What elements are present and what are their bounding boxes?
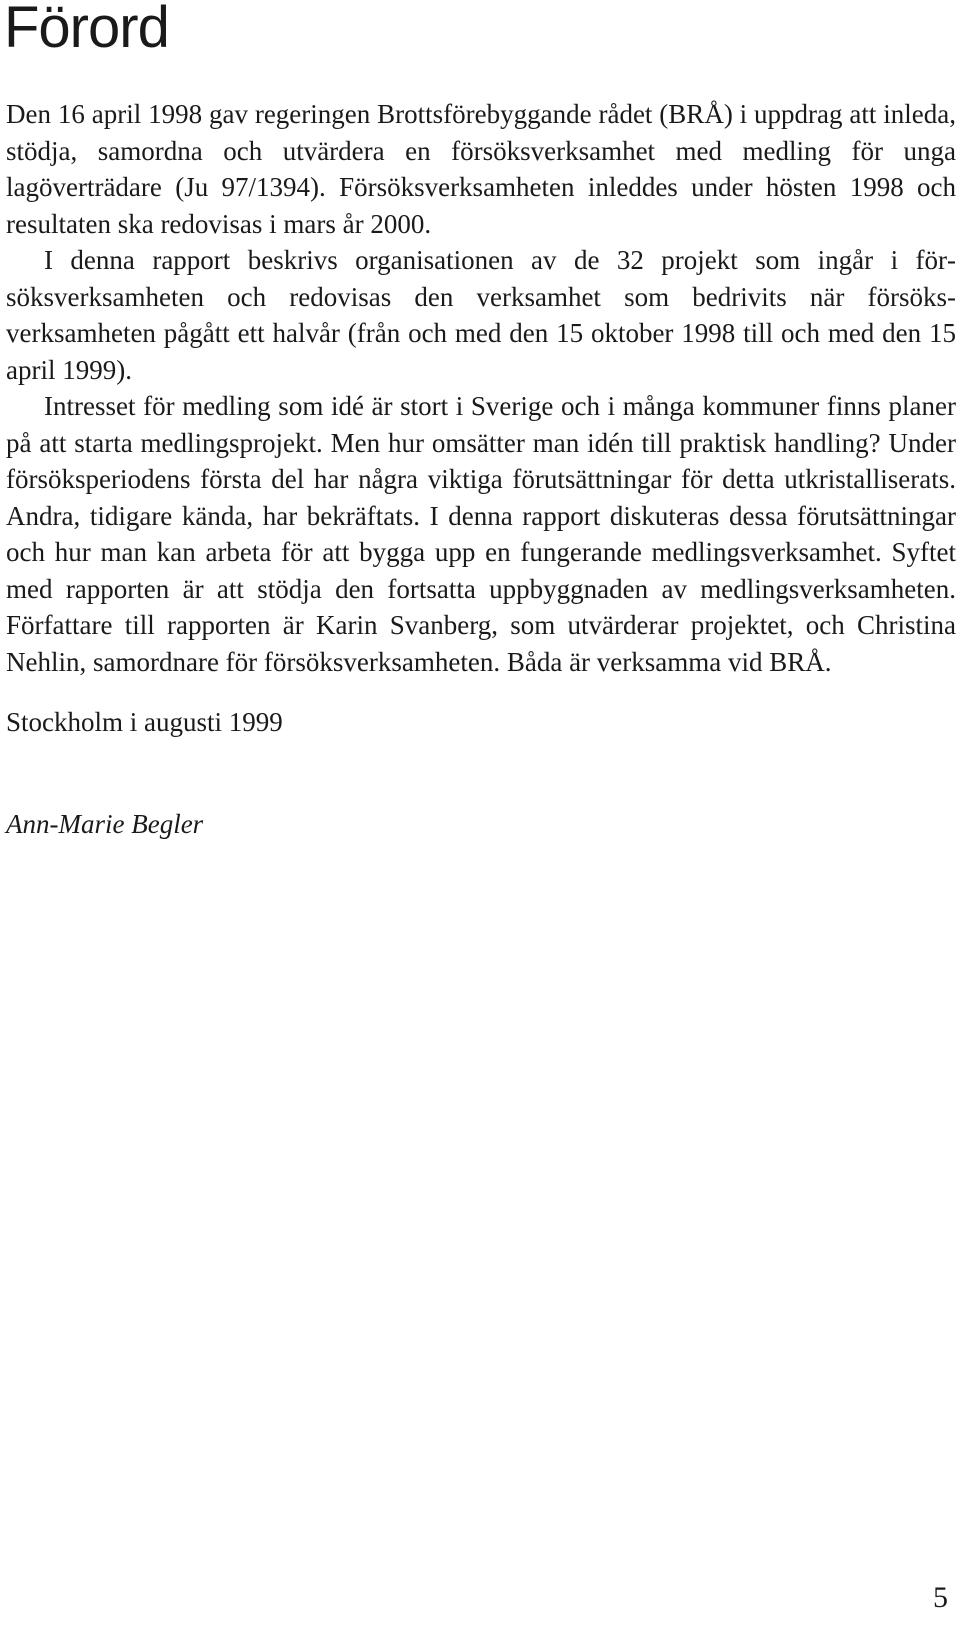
signature: Ann-Marie Begler (6, 809, 204, 839)
paragraph-1: Den 16 april 1998 gav regeringen Brottsförebyggande rådet (BRÅ) i uppdrag att inleda, stödja, samordna och utvärdera en försöksverksamhet med medling för unga lagöverträdare (Ju 97/1394). Försöksverksamheten inleddes under hösten 1998 och resultaten ska redovisas i mars år 2000. (6, 99, 956, 239)
paragraph-2: I denna rapport beskrivs organisationen av de 32 projekt som ingår i försöksverksamheten och redovisas den verksamhet som bedrivits när försöksverksamheten pågått ett halvår (från och med den 15 oktober 1998 till och med den 15 april 1999). (6, 245, 956, 385)
place-date: Stockholm i augusti 1999 (6, 707, 283, 737)
page-title: Förord (4, 0, 169, 60)
paragraph-3: Intresset för medling som idé är stort i Sverige och i många kommuner finns planer på att starta medlingsprojekt. Men hur omsätter man idén till praktisk handling? Under försöksperiodens första del har några viktiga förutsättningar för detta utkristalliserats. Andra, tidigare kända, har bekräftats. I denna rapport diskuteras dessa förutsättningar och hur man kan arbeta för att bygga upp en fungerande medlingsverksamhet. Syftet med rapporten är att stödja den fortsatta uppbyggnaden av medlingsverksamheten. Författare till rapporten är Karin Svanberg, som utvärderar projektet, och Christina Nehlin, samordnare för försöksverksamheten. Båda är verksamma vid BRÅ. (6, 391, 956, 677)
preface-body (6, 96, 956, 680)
page-number: 5 (933, 1581, 948, 1614)
